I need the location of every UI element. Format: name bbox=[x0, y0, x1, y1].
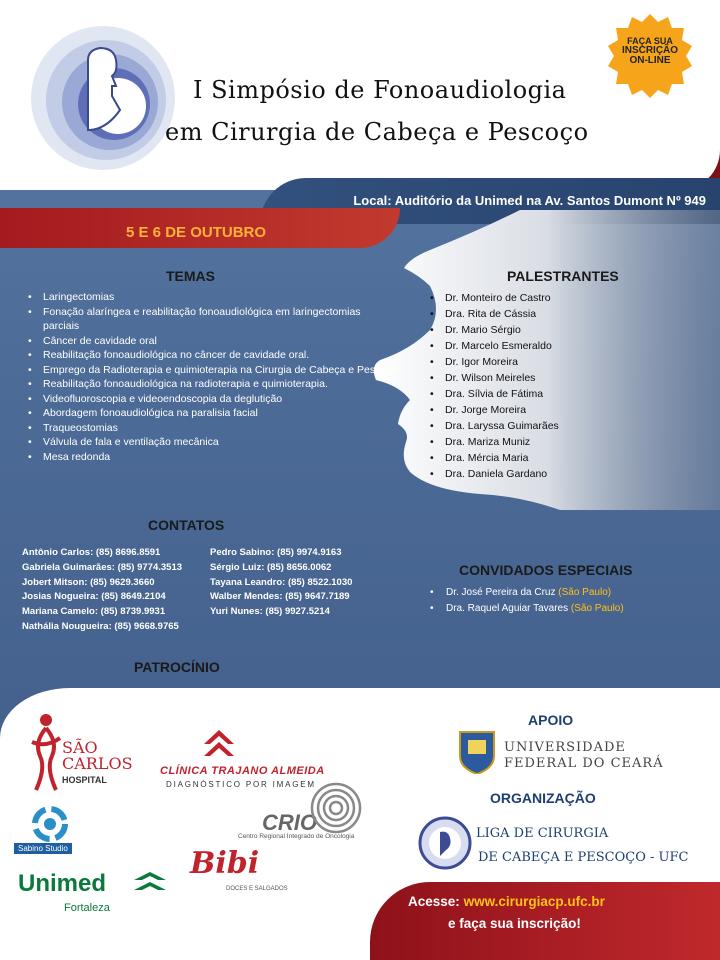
temas-list bbox=[28, 290, 398, 464]
temas-title: TEMAS bbox=[166, 268, 215, 284]
palestrantes-list bbox=[430, 290, 670, 482]
list-item bbox=[430, 601, 624, 617]
title-line-1: I Simpósio de Fonoaudiologia bbox=[193, 76, 567, 104]
sao-carlos-logo-icon bbox=[26, 712, 66, 792]
list-item: • Dr. Igor Moreira bbox=[430, 354, 670, 370]
contact-entry: Pedro Sabino: (85) 9974.9163 bbox=[210, 547, 342, 558]
liga-line-2: DE CABEÇA E PESCOÇO - UFC bbox=[478, 850, 689, 865]
patrocinio-title: PATROCÍNIO bbox=[134, 659, 220, 675]
guest-name: Dra. Raquel Aguiar Tavares bbox=[446, 603, 569, 614]
convidados-list bbox=[430, 585, 624, 617]
list-item: • Dr. Mario Sérgio bbox=[430, 322, 670, 338]
guest-city: (São Paulo) bbox=[558, 587, 612, 598]
list-item: • Dr. Wilson Meireles bbox=[430, 370, 670, 386]
guest-name: Dr. José Pereira da Cruz bbox=[446, 587, 556, 598]
contact-entry: Walber Mendes: (85) 9647.7189 bbox=[210, 591, 350, 603]
list-item: • Laringectomias bbox=[28, 290, 398, 305]
list-item: • Videofluoroscopia e videoendoscopia da deglutição bbox=[28, 392, 398, 407]
event-location: Local: Auditório da Unimed na Av. Santos Dumont Nº 949 bbox=[353, 193, 706, 208]
liga-logo-icon bbox=[418, 816, 472, 870]
unimed-name: Unimed bbox=[18, 870, 107, 897]
list-item: • Válvula de fala e ventilação mecânica bbox=[28, 435, 398, 450]
website-link[interactable]: www.cirurgiacp.ufc.br bbox=[463, 894, 605, 909]
list-item: • Fonação alaríngea e reabilitação fonoaudiológica em laringectomias parciais bbox=[28, 305, 398, 334]
trajano-name: CLÍNICA TRAJANO ALMEIDA bbox=[160, 765, 325, 777]
apoio-title: APOIO bbox=[528, 712, 574, 728]
contact-entry: Nathália Nougueira: (85) 9668.9765 bbox=[22, 620, 179, 632]
list-item: • Reabilitação fonoaudiológica na radioterapia e quimioterapia. bbox=[28, 377, 398, 392]
contact-entry: Tayana Leandro: (85) 8522.1030 bbox=[210, 576, 353, 588]
contacts-column-2 bbox=[210, 546, 352, 620]
list-item bbox=[430, 585, 624, 601]
contact-entry: Josias Nogueira: (85) 8649.2104 bbox=[22, 591, 166, 603]
list-item: • Traqueostomias bbox=[28, 421, 398, 436]
contact-entry: Mariana Camelo: (85) 8739.9931 bbox=[22, 606, 166, 618]
list-item: • Dra. Laryssa Guimarães bbox=[430, 418, 670, 434]
list-item: • Dra. Rita de Cássia bbox=[430, 306, 670, 322]
crio-sub: Centro Regional Integrado de Oncologia bbox=[238, 833, 355, 840]
contact-entry: Gabriela Guimarães: (85) 9774.3513 bbox=[22, 561, 183, 573]
list-item: • Reabilitação fonoaudiológica no câncer de cavidade oral. bbox=[28, 348, 398, 363]
badge-line-1: FAÇA SUA bbox=[627, 36, 673, 46]
acesse-line bbox=[408, 894, 605, 909]
crio-logo-icon bbox=[308, 780, 364, 836]
contact-entry: Sérgio Luiz: (85) 8656.0062 bbox=[210, 561, 332, 573]
convidados-title: CONVIDADOS ESPECIAIS bbox=[459, 562, 633, 578]
ufc-line-2: FEDERAL DO CEARÁ bbox=[504, 756, 664, 771]
list-item: • Dra. Mércia Maria bbox=[430, 450, 670, 466]
contatos-title: CONTATOS bbox=[148, 517, 225, 533]
sao-carlos-line-2: CARLOS bbox=[62, 754, 133, 773]
list-item: • Dr. Jorge Moreira bbox=[430, 402, 670, 418]
list-item: • Abordagem fonoaudiológica na paralisia facial bbox=[28, 406, 398, 421]
trajano-sub: DIAGNÓSTICO POR IMAGEM bbox=[166, 780, 316, 789]
organizacao-title: ORGANIZAÇÃO bbox=[490, 790, 596, 806]
palestrantes-title: PALESTRANTES bbox=[507, 268, 619, 284]
sabino-studio-label: Sabino Studio bbox=[14, 843, 72, 854]
sao-carlos-logo bbox=[62, 740, 133, 788]
contact-entry: Jobert Mitson: (85) 9629.3660 bbox=[22, 576, 155, 588]
list-item: • Dr. Marcelo Esmeraldo bbox=[430, 338, 670, 354]
contacts-column-1 bbox=[22, 546, 182, 635]
unimed-logo-icon bbox=[132, 870, 168, 900]
badge-line-3: ON-LINE bbox=[629, 55, 671, 66]
trajano-logo-icon bbox=[200, 728, 238, 760]
list-item: • Dr. Monteiro de Castro bbox=[430, 290, 670, 306]
sao-carlos-line-3: HOSPITAL bbox=[62, 775, 107, 785]
title-line-2: em Cirurgia de Cabeça e Pescoço bbox=[165, 118, 589, 146]
ufc-line-1: UNIVERSIDADE bbox=[504, 740, 626, 755]
list-item: • Mesa redonda bbox=[28, 450, 398, 465]
sabino-studio-logo-icon bbox=[30, 806, 70, 842]
contact-entry: Yuri Nunes: (85) 9927.5214 bbox=[210, 606, 330, 618]
list-item: • Dra. Mariza Muniz bbox=[430, 434, 670, 450]
badge-text bbox=[612, 36, 688, 66]
acesse-label: Acesse: bbox=[408, 894, 460, 909]
list-item: • Emprego da Radioterapia e quimioterapia na Cirurgia de Cabeça e Pescoço bbox=[28, 363, 398, 378]
sao-carlos-line-1: SÃO bbox=[62, 738, 98, 757]
crio-name: CRIO bbox=[262, 810, 317, 835]
contact-entry: Antônio Carlos: (85) 8696.8591 bbox=[22, 547, 161, 558]
list-item: • Dra. Sílvia de Fátima bbox=[430, 386, 670, 402]
badge-line-2: INSCRIÇÃO bbox=[621, 45, 679, 56]
symposium-logo bbox=[28, 20, 178, 180]
register-call: e faça sua inscrição! bbox=[448, 916, 581, 931]
list-item: • Dra. Daniela Gardano bbox=[430, 466, 670, 482]
guest-city: (São Paulo) bbox=[570, 603, 624, 614]
ufc-crest-icon bbox=[458, 728, 496, 774]
list-item: • Câncer de cavidade oral bbox=[28, 334, 398, 349]
liga-line-1: LIGA DE CIRURGIA bbox=[476, 826, 609, 841]
bibi-name: Bibi bbox=[190, 846, 260, 881]
event-dates: 5 E 6 DE OUTUBRO bbox=[126, 224, 267, 241]
bibi-sub: DOCES E SALGADOS bbox=[226, 886, 288, 892]
unimed-sub: Fortaleza bbox=[64, 902, 110, 914]
